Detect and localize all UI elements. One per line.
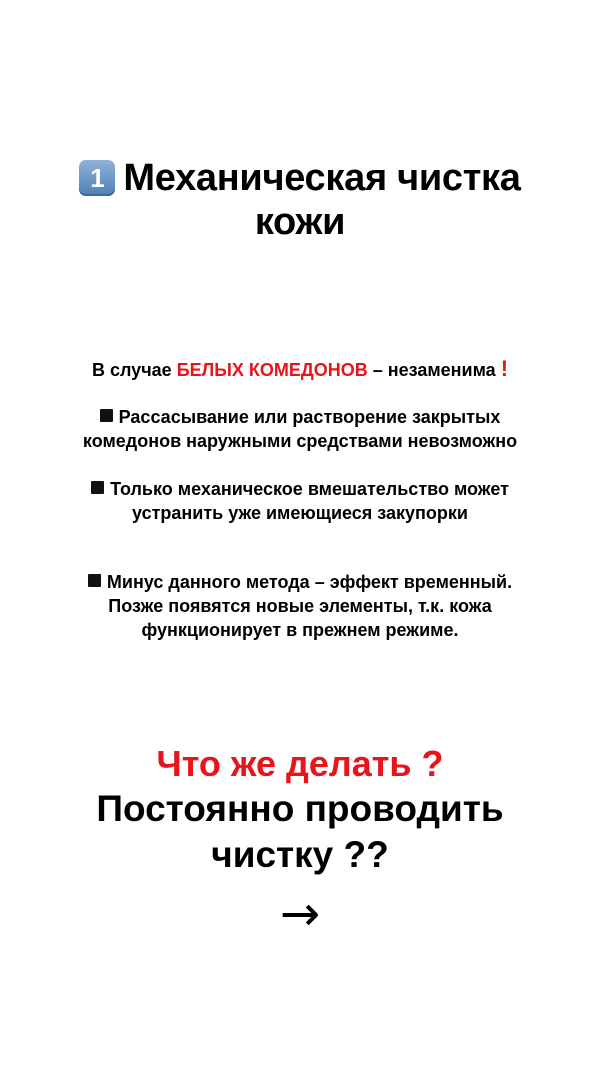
title-line-2: кожи (254, 201, 346, 243)
highlight-text: БЕЛЫХ КОМЕДОНОВ (176, 360, 368, 380)
title-line-1: 1 Механическая чистка (0, 156, 600, 200)
question-main: Постоянно проводить чистку ?? (96, 788, 504, 875)
bullet-item: Только механическое вмешательство может устранить уже имеющиеся закупорки (0, 477, 600, 525)
square-bullet-icon (100, 409, 113, 422)
arrow-right-icon: → (279, 886, 321, 942)
page-title (0, 156, 600, 244)
question-red: Что же делать ? (156, 743, 444, 784)
bullet-item: Рассасывание или растворение закрытых комедонов наружными средствами невозможно (82, 407, 518, 451)
lead-statement: В случае БЕЛЫХ КОМЕДОНОВ – незаменима ! (91, 356, 509, 381)
square-bullet-icon (91, 481, 104, 494)
exclamation-icon: ! (500, 356, 509, 381)
bullet-item: Минус данного метода – эффект временный. Позже появятся новые элементы, т.к. кожа функционирует в прежнем режиме. (0, 570, 600, 642)
keycap-one-icon: 1 (79, 160, 115, 196)
square-bullet-icon (88, 574, 101, 587)
